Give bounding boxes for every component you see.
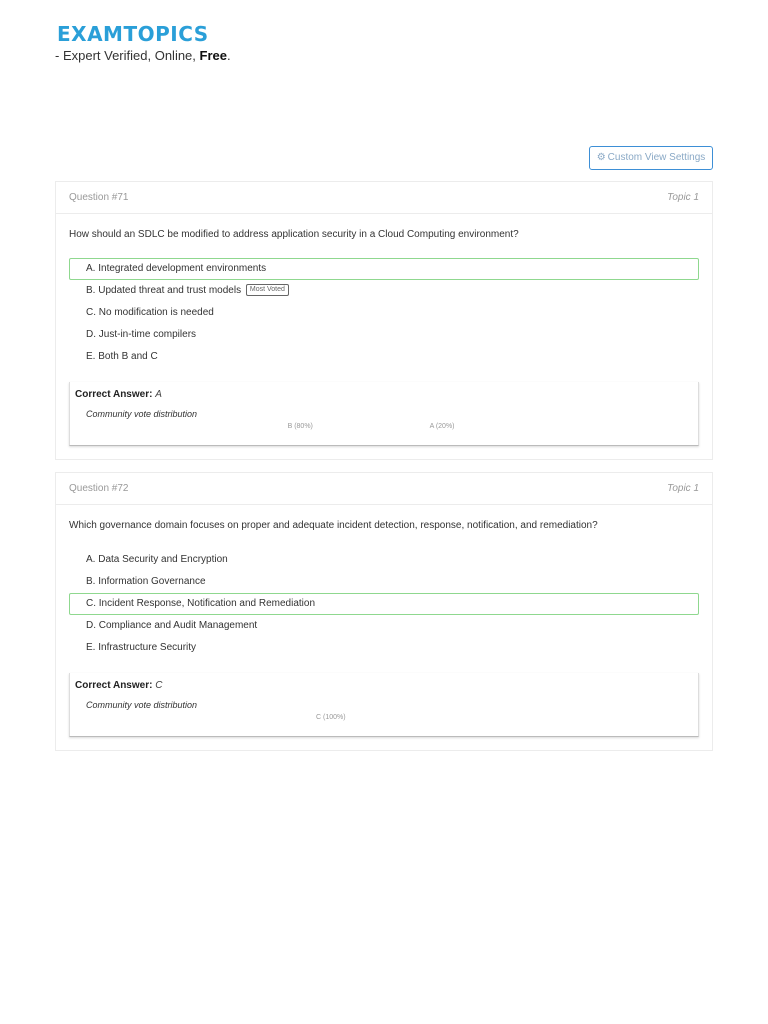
vote-distribution-title: Community vote distribution [86,409,198,419]
question-number: Question #72 [69,483,129,494]
question-text: How should an SDLC be modified to address application security in a Cloud Computing environment? [69,229,519,240]
choice-a[interactable] [69,549,699,571]
choice-label: E. Infrastructure Security [86,642,197,653]
question-number: Question #71 [69,192,129,203]
correct-answer-value: C [155,680,163,691]
choice-label: C. Incident Response, Notification and Remediation [86,598,316,609]
choice-c[interactable] [69,302,699,324]
correct-answer [75,680,693,691]
tagline-bold: Free [199,48,227,63]
choice-label: A. Data Security and Encryption [86,554,228,565]
choice-c[interactable] [69,593,699,615]
correct-answer-label: Correct Answer: [75,680,153,691]
vote-distribution-bar [86,423,698,435]
question-topic: Topic 1 [667,483,699,494]
choice-label: D. Compliance and Audit Management [86,620,258,631]
vote-segment-label: C (100%) [316,714,346,721]
correct-answer [75,389,693,400]
choice-b[interactable] [69,280,699,302]
answer-panel [69,673,699,737]
question-header [56,473,712,505]
question-topic: Topic 1 [667,192,699,203]
examtopics-logo[interactable] [57,22,209,46]
question-card [55,472,713,751]
choice-b[interactable] [69,571,699,593]
tagline [55,48,231,63]
settings-label: Custom View Settings [607,152,706,163]
gear-icon: ⚙ [596,152,606,163]
logo-text: EXAMTOPICS [57,22,209,46]
correct-answer-label: Correct Answer: [75,389,153,400]
correct-answer-value: A [155,389,162,400]
choice-label: E. Both B and C [86,351,158,362]
choice-list [69,549,699,659]
choice-label: A. Integrated development environments [86,263,267,274]
question-header [56,182,712,214]
choice-list [69,258,699,368]
choice-label: B. Information Governance [86,576,206,587]
vote-segment-label: A (20%) [429,423,455,430]
choice-e[interactable] [69,346,699,368]
choice-e[interactable] [69,637,699,659]
vote-distribution-title: Community vote distribution [86,700,198,710]
answer-panel [69,382,699,446]
choice-label: B. Updated threat and trust models [86,285,242,296]
custom-view-settings-button[interactable] [589,146,713,170]
most-voted-badge: Most Voted [246,284,289,296]
tagline-prefix: - Expert Verified, Online, [55,48,200,63]
choice-d[interactable] [69,615,699,637]
tagline-suffix: . [226,48,231,63]
choice-d[interactable] [69,324,699,346]
choice-a[interactable] [69,258,699,280]
vote-distribution-bar [86,714,698,726]
question-text: Which governance domain focuses on proper and adequate incident detection, response, notification, and remediation? [69,520,598,531]
vote-segment-label: B (80%) [287,423,313,430]
choice-label: C. No modification is needed [86,307,214,318]
choice-label: D. Just-in-time compilers [86,329,197,340]
question-card [55,181,713,460]
